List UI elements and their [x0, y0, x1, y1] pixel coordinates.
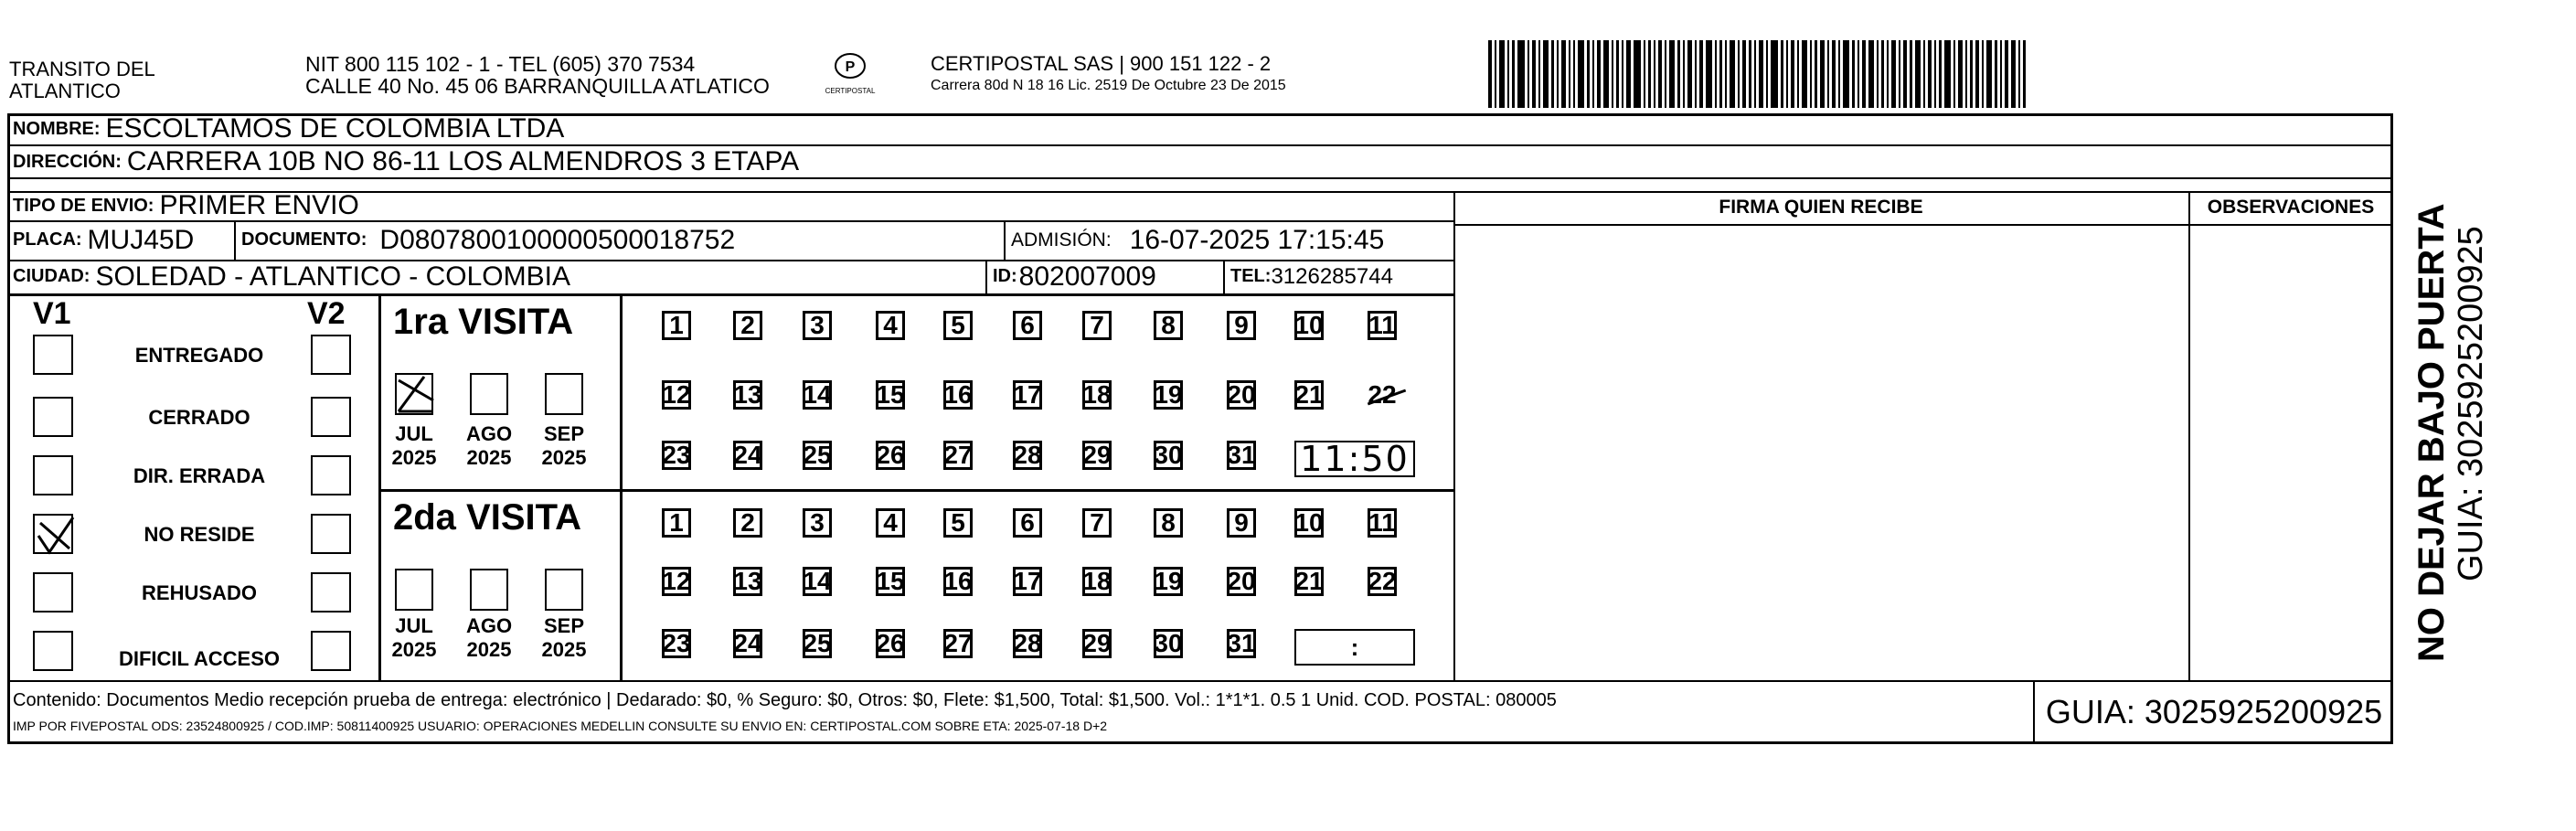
year-label: 2025	[541, 638, 587, 661]
cell-divider	[1004, 220, 1006, 260]
day-cell[interactable]: 25	[803, 629, 832, 657]
status-label: DIR. ERRADA	[133, 464, 266, 487]
v2-checkbox[interactable]	[311, 514, 351, 554]
day-cell[interactable]: 8	[1154, 508, 1183, 538]
status-divider	[378, 293, 381, 680]
v1-checkbox[interactable]	[33, 397, 73, 437]
v2-checkbox[interactable]	[311, 335, 351, 375]
visit-divider	[378, 489, 1453, 492]
day-cell[interactable]: 20	[1227, 380, 1256, 409]
year-label: 2025	[391, 638, 437, 661]
month-checkbox[interactable]	[545, 569, 583, 611]
visit-2-title: 2da VISITA	[393, 497, 581, 538]
status-label: ENTREGADO	[134, 344, 264, 367]
placa-value: MUJ45D	[87, 224, 195, 255]
day-cell[interactable]: 26	[876, 441, 905, 469]
status-label: DIFICIL ACCESO	[118, 647, 280, 670]
carrier-info	[931, 53, 1286, 97]
day-cell[interactable]: 24	[733, 441, 762, 469]
v1-checkbox[interactable]	[33, 572, 73, 613]
carrier-company: CERTIPOSTAL SAS | 900 151 122 - 2	[931, 52, 1272, 75]
svg-text:P: P	[845, 59, 856, 75]
day-cell[interactable]: 3	[803, 311, 832, 340]
ciudad-label: CIUDAD:	[13, 266, 90, 286]
day-cell[interactable]: 27	[943, 629, 973, 657]
row-divider	[7, 293, 1453, 296]
no-dejar-bajo-puerta: NO DEJAR BAJO PUERTA	[2411, 203, 2452, 662]
day-cell[interactable]: 23	[662, 629, 691, 657]
day-cell[interactable]: 30	[1154, 441, 1183, 469]
day-cell[interactable]: 15	[876, 567, 905, 595]
day-cell[interactable]: 26	[876, 629, 905, 657]
sender-line-1: TRANSITO DEL	[9, 58, 155, 80]
nit-line: NIT 800 115 102 - 1 - TEL (605) 370 7534	[305, 52, 696, 76]
nombre-value: ESCOLTAMOS DE COLOMBIA LTDA	[105, 113, 565, 144]
day-cell[interactable]: 29	[1082, 441, 1112, 469]
day-cell[interactable]: 3	[803, 508, 832, 538]
day-cell[interactable]: 28	[1013, 629, 1042, 657]
day-cell[interactable]: 15	[876, 380, 905, 409]
day-cell[interactable]: 6	[1013, 508, 1042, 538]
day-cell[interactable]: 11	[1368, 311, 1396, 339]
day-cell[interactable]: 7	[1082, 508, 1112, 538]
sender-line-2: ATLANTICO	[9, 80, 121, 102]
cell-divider	[1223, 260, 1225, 293]
month-checkbox[interactable]	[395, 373, 433, 415]
day-cell[interactable]: 8	[1154, 311, 1183, 340]
v2-header: V2	[307, 296, 346, 331]
tipo-label: TIPO DE ENVIO:	[13, 195, 154, 216]
day-cell[interactable]: 1	[662, 311, 691, 340]
day-cell[interactable]: 20	[1227, 567, 1256, 595]
documento-value: D0807800100000500018752	[379, 224, 736, 255]
day-cell[interactable]: 13	[733, 380, 762, 409]
day-cell[interactable]: 1	[662, 508, 691, 538]
tipo-envio-row	[13, 191, 359, 220]
day-cell[interactable]: 9	[1227, 311, 1256, 340]
col-divider	[2188, 191, 2190, 680]
year-label: 2025	[466, 638, 512, 661]
address-line: CALLE 40 No. 45 06 BARRANQUILLA ATLATICO	[305, 74, 770, 98]
day-cell[interactable]: 16	[943, 567, 973, 595]
month-year	[386, 614, 442, 662]
direccion-value: CARRERA 10B NO 86-11 LOS ALMENDROS 3 ETAPA	[126, 146, 800, 176]
month-year	[461, 614, 517, 662]
time-box[interactable]: 11:50	[1294, 441, 1415, 477]
day-cell[interactable]: 7	[1082, 311, 1112, 340]
year-label: 2025	[391, 446, 437, 469]
v2-checkbox[interactable]	[311, 455, 351, 495]
v1-checkbox[interactable]	[33, 335, 73, 375]
month-checkbox[interactable]	[395, 569, 433, 611]
check-mark-icon	[35, 516, 75, 556]
v1-checkbox[interactable]	[33, 514, 73, 554]
day-cell[interactable]: 4	[876, 311, 905, 340]
month-year	[536, 422, 592, 470]
day-cell[interactable]: 30	[1154, 629, 1183, 657]
imp-line: IMP POR FIVEPOSTAL ODS: 23524800925 / COD.IMP: 50811400925 USUARIO: OPERACIONES MEDELLIN CONSULTE SU ENVIO EN: CERTIPOSTAL.COM SOBRE ETA: 2025-07-18 D+2	[13, 719, 1108, 733]
ciudad-value: SOLEDAD - ATLANTICO - COLOMBIA	[95, 261, 570, 292]
month-label: AGO	[465, 614, 513, 637]
day-cell[interactable]: 2	[733, 508, 762, 538]
logo-text: CERTIPOSTAL	[825, 87, 876, 95]
admision-cell	[1011, 220, 1384, 260]
day-cell[interactable]: 27	[943, 441, 973, 469]
observaciones-header: OBSERVACIONES	[2207, 197, 2375, 218]
day-cell[interactable]: 11	[1368, 508, 1396, 537]
placa-label: PLACA:	[13, 229, 82, 250]
day-cell[interactable]: 17	[1013, 567, 1042, 595]
day-cell[interactable]: 21	[1294, 567, 1324, 595]
sender-name	[9, 59, 155, 102]
visit-divider-v	[620, 293, 623, 680]
month-label: AGO	[465, 422, 513, 445]
id-label: ID:	[993, 266, 1017, 286]
year-label: 2025	[541, 446, 587, 469]
month-year	[461, 422, 517, 470]
day-cell[interactable]: 22	[1368, 380, 1397, 410]
direccion-label: DIRECCIÓN:	[13, 151, 122, 172]
day-cell[interactable]: 25	[803, 441, 832, 469]
day-cell[interactable]: 14	[803, 380, 832, 409]
status-label: CERRADO	[148, 406, 250, 429]
month-label: SEP	[543, 614, 585, 637]
admision-value: 16-07-2025 17:15:45	[1129, 224, 1385, 255]
day-cell[interactable]: 31	[1227, 629, 1256, 657]
month-year	[386, 422, 442, 470]
content-line: Contenido: Documentos Medio recepción prueba de entrega: electrónico | Dedarado: $0, % Seguro: $0, Otros: $0, Flete: $1,500, Total: $1,500. Vol.: 1*1*1. 0.5 1 Unid. COD. POSTAL: 080005	[13, 690, 1557, 710]
month-label: SEP	[543, 422, 585, 445]
tipo-value: PRIMER ENVIO	[159, 190, 359, 220]
day-cell[interactable]: 2	[733, 311, 762, 340]
month-year	[536, 614, 592, 662]
documento-label: DOCUMENTO:	[241, 229, 367, 250]
month-label: JUL	[395, 614, 433, 637]
ciudad-cell	[13, 260, 570, 293]
check-mark-icon	[397, 375, 435, 417]
day-cell[interactable]: 19	[1154, 567, 1183, 595]
day-cell[interactable]: 24	[733, 629, 762, 657]
year-label: 2025	[466, 446, 512, 469]
row-divider	[1453, 224, 2393, 226]
tel-label: TEL:	[1230, 266, 1272, 286]
id-cell	[993, 260, 1156, 293]
cell-divider	[234, 220, 236, 260]
certipostal-logo	[814, 51, 887, 104]
month-checkbox[interactable]	[545, 373, 583, 415]
v1-checkbox[interactable]	[33, 631, 73, 671]
v1-header: V1	[33, 296, 71, 331]
admision-label: ADMISIÓN:	[1011, 229, 1112, 250]
month-checkbox[interactable]	[470, 373, 508, 415]
day-cell[interactable]: 14	[803, 567, 832, 595]
day-cell[interactable]: 28	[1013, 441, 1042, 469]
day-cell[interactable]: 10	[1294, 508, 1324, 537]
status-label: NO RESIDE	[144, 523, 255, 546]
day-cell[interactable]: 18	[1082, 567, 1112, 595]
tel-value: 3126285744	[1271, 263, 1393, 289]
day-cell[interactable]: 9	[1227, 508, 1256, 538]
row-divider	[7, 177, 2393, 179]
nombre-label: NOMBRE:	[13, 118, 101, 139]
logo-icon	[832, 51, 868, 82]
v2-checkbox[interactable]	[311, 572, 351, 613]
day-cell[interactable]: 19	[1154, 380, 1183, 409]
v1-checkbox[interactable]	[33, 455, 73, 495]
day-cell[interactable]: 5	[943, 508, 973, 538]
day-cell[interactable]: 10	[1294, 311, 1324, 339]
tel-cell	[1230, 260, 1393, 293]
day-cell[interactable]: 18	[1082, 380, 1112, 409]
v2-checkbox[interactable]	[311, 397, 351, 437]
day-cell[interactable]: 4	[876, 508, 905, 538]
day-cell[interactable]: 22	[1368, 567, 1397, 595]
visit-1-title: 1ra VISITA	[393, 302, 574, 342]
carrier-license: Carrera 80d N 18 16 Lic. 2519 De Octubre 23 De 2015	[931, 78, 1286, 93]
direccion-row	[13, 146, 799, 177]
guia-vertical: GUIA: 3025925200925	[2452, 226, 2490, 581]
month-checkbox[interactable]	[470, 569, 508, 611]
day-cell[interactable]: 16	[943, 380, 973, 409]
day-cell[interactable]: 13	[733, 567, 762, 595]
placa-cell	[13, 220, 194, 260]
day-cell[interactable]: 21	[1294, 380, 1324, 409]
day-cell[interactable]: 5	[943, 311, 973, 340]
documento-cell	[241, 220, 735, 260]
day-cell[interactable]: 17	[1013, 380, 1042, 409]
v2-checkbox[interactable]	[311, 631, 351, 671]
day-cell[interactable]: 6	[1013, 311, 1042, 340]
col-divider	[2391, 177, 2393, 191]
day-cell[interactable]: 31	[1227, 441, 1256, 469]
sender-contact	[305, 53, 770, 97]
day-cell[interactable]: 12	[662, 567, 691, 595]
nombre-row	[13, 113, 564, 144]
guia-footer: GUIA: 3025925200925	[2045, 693, 2383, 730]
barcode	[1488, 40, 2174, 108]
status-label: REHUSADO	[142, 581, 257, 604]
day-cell[interactable]: 23	[662, 441, 691, 469]
day-cell[interactable]: 29	[1082, 629, 1112, 657]
firma-header: FIRMA QUIEN RECIBE	[1719, 197, 1923, 218]
id-value: 802007009	[1018, 261, 1156, 292]
month-label: JUL	[395, 422, 433, 445]
time-box[interactable]: :	[1294, 629, 1415, 666]
col-divider	[1453, 191, 1455, 680]
cell-divider	[985, 260, 987, 293]
day-cell[interactable]: 12	[662, 380, 691, 409]
